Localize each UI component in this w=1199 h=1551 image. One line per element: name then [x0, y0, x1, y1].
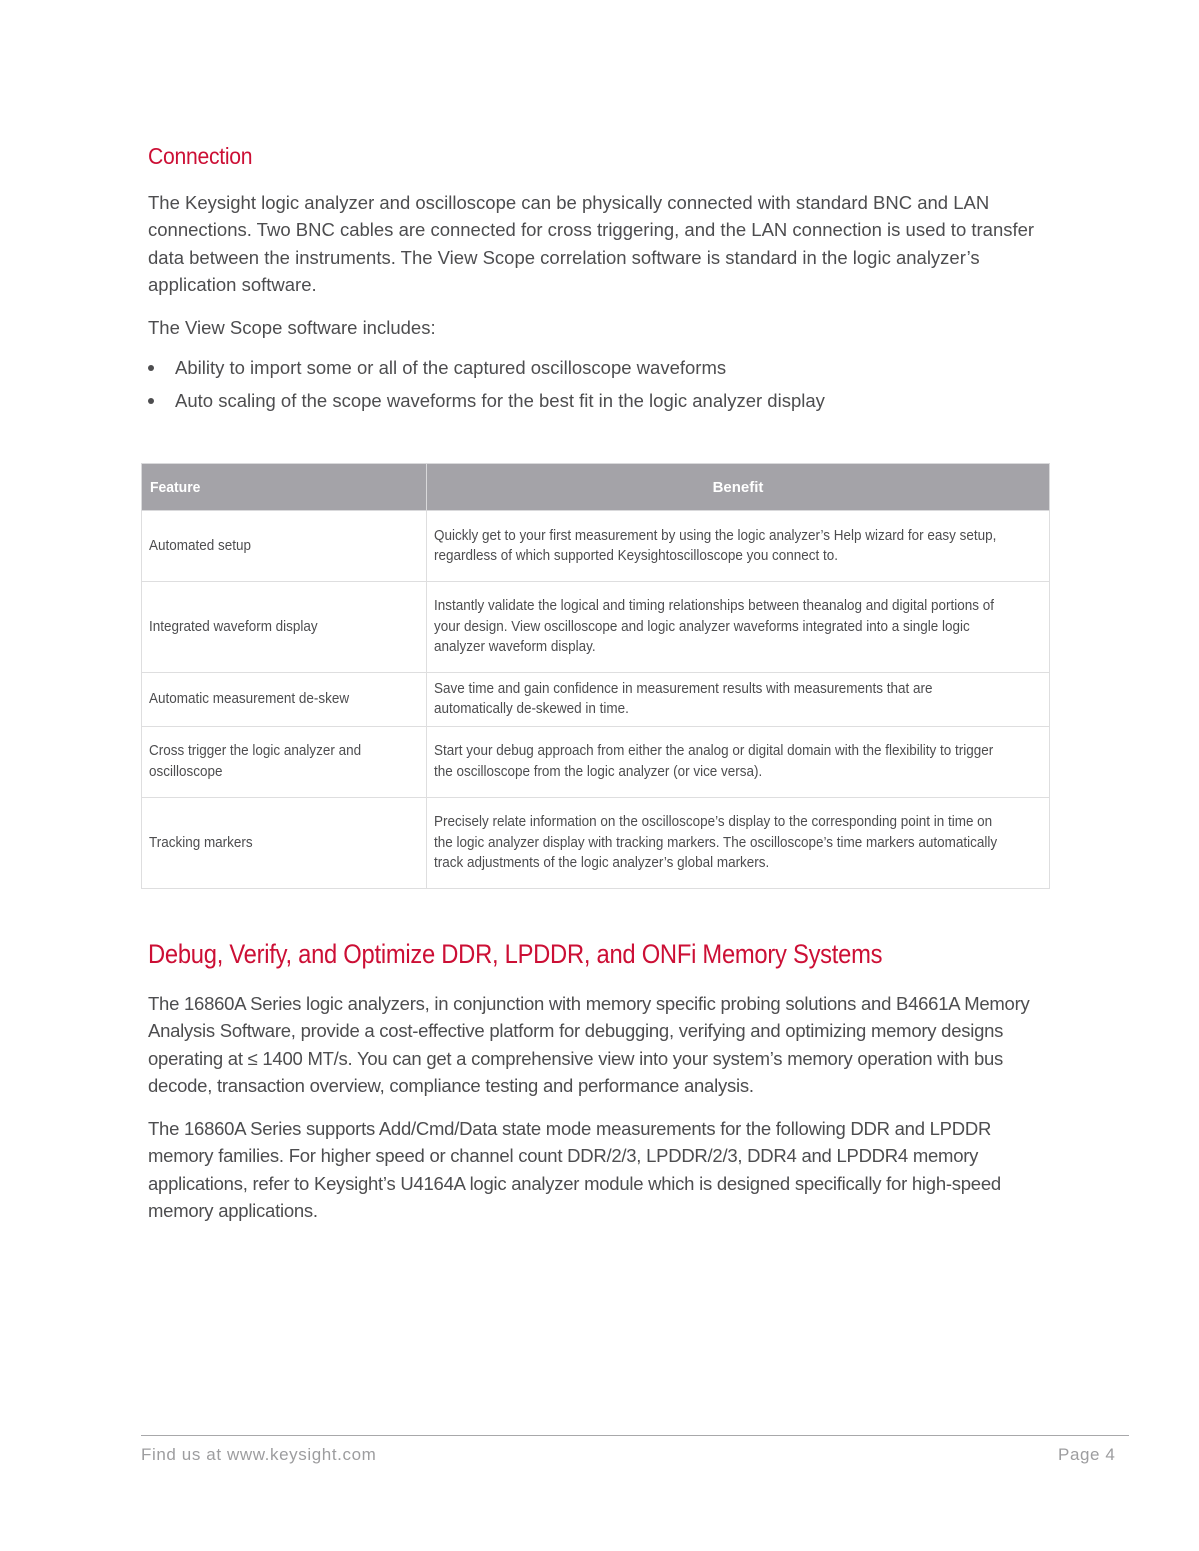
table-row	[142, 511, 1050, 582]
memory-paragraph-2: The 16860A Series supports Add/Cmd/Data state mode measurements for the following DDR and LPDDR memory families. For higher speed or channel count DDR/2/3, LPDDR/2/3, DDR4 and LPDDR4 memory applications, refer to Keysight’s U4164A logic analyzer module which is designed specifically for high-speed memory applications.	[148, 1118, 1001, 1221]
feature-benefit-table	[141, 463, 1050, 889]
footer-divider	[141, 1435, 1129, 1436]
column-header-benefit: Benefit	[427, 464, 1050, 511]
benefit-cell: Precisely relate information on the oscilloscope’s display to the corresponding point in time on the logic analyzer display with tracking markers. The oscilloscope’s time markers automatically track adjustments of the logic analyzer’s global markers.	[427, 797, 1050, 888]
memory-paragraph-1: The 16860A Series logic analyzers, in conjunction with memory specific probing solutions and B4661A Memory Analysis Software, provide a cost-effective platform for debugging, verifying and optimizing memory designs operating at ≤ 1400 MT/s. You can get a comprehensive view into your system’s memory operation with bus decode, transaction overview, compliance testing and performance analysis.	[148, 993, 1030, 1096]
bullet-dot-icon	[148, 365, 154, 371]
table-row	[142, 797, 1050, 888]
feature-cell: Cross trigger the logic analyzer and oscilloscope	[142, 726, 427, 797]
benefit-cell: Instantly validate the logical and timing relationships between theanalog and digital portions of your design. View oscilloscope and logic analyzer waveforms integrated into a single logic analyzer waveform display.	[427, 582, 1050, 673]
benefit-cell: Quickly get to your first measurement by using the logic analyzer’s Help wizard for easy setup, regardless of which supported Keysightoscilloscope you connect to.	[427, 511, 1050, 582]
benefit-cell: Save time and gain confidence in measurement results with measurements that are automatically de-skewed in time.	[427, 673, 1050, 727]
bullet-item	[148, 385, 1048, 418]
column-header-feature: Feature	[142, 464, 427, 511]
benefit-cell: Start your debug approach from either the analog or digital domain with the flexibility to trigger the oscilloscope from the logic analyzer (or vice versa).	[427, 726, 1050, 797]
feature-cell: Integrated waveform display	[142, 582, 427, 673]
feature-cell: Automatic measurement de-skew	[142, 673, 427, 727]
table-row	[142, 726, 1050, 797]
footer-page-number: Page 4	[1058, 1445, 1116, 1464]
bullet-dot-icon	[148, 398, 154, 404]
bullet-text: Auto scaling of the scope waveforms for the best fit in the logic analyzer display	[175, 389, 825, 411]
feature-cell: Tracking markers	[142, 797, 427, 888]
table-header-row	[142, 464, 1050, 511]
table-row	[142, 673, 1050, 727]
connection-paragraph: The Keysight logic analyzer and oscilloscope can be physically connected with standard BNC and LAN connections. Two BNC cables are connected for cross triggering, and the LAN connection is used to transfer data between the instruments. The View Scope correlation software is standard in the logic analyzer’s application software.	[148, 192, 1035, 295]
feature-bullet-list	[148, 352, 1048, 417]
section-heading-connection: Connection	[148, 143, 253, 169]
includes-intro: The View Scope software includes:	[148, 317, 436, 338]
table-row	[142, 582, 1050, 673]
section-heading-memory: Debug, Verify, and Optimize DDR, LPDDR, and ONFi Memory Systems	[148, 939, 883, 969]
bullet-item	[148, 352, 1048, 385]
footer-website: Find us at www.keysight.com	[141, 1445, 377, 1464]
feature-cell: Automated setup	[142, 511, 427, 582]
bullet-text: Ability to import some or all of the captured oscilloscope waveforms	[175, 357, 727, 378]
